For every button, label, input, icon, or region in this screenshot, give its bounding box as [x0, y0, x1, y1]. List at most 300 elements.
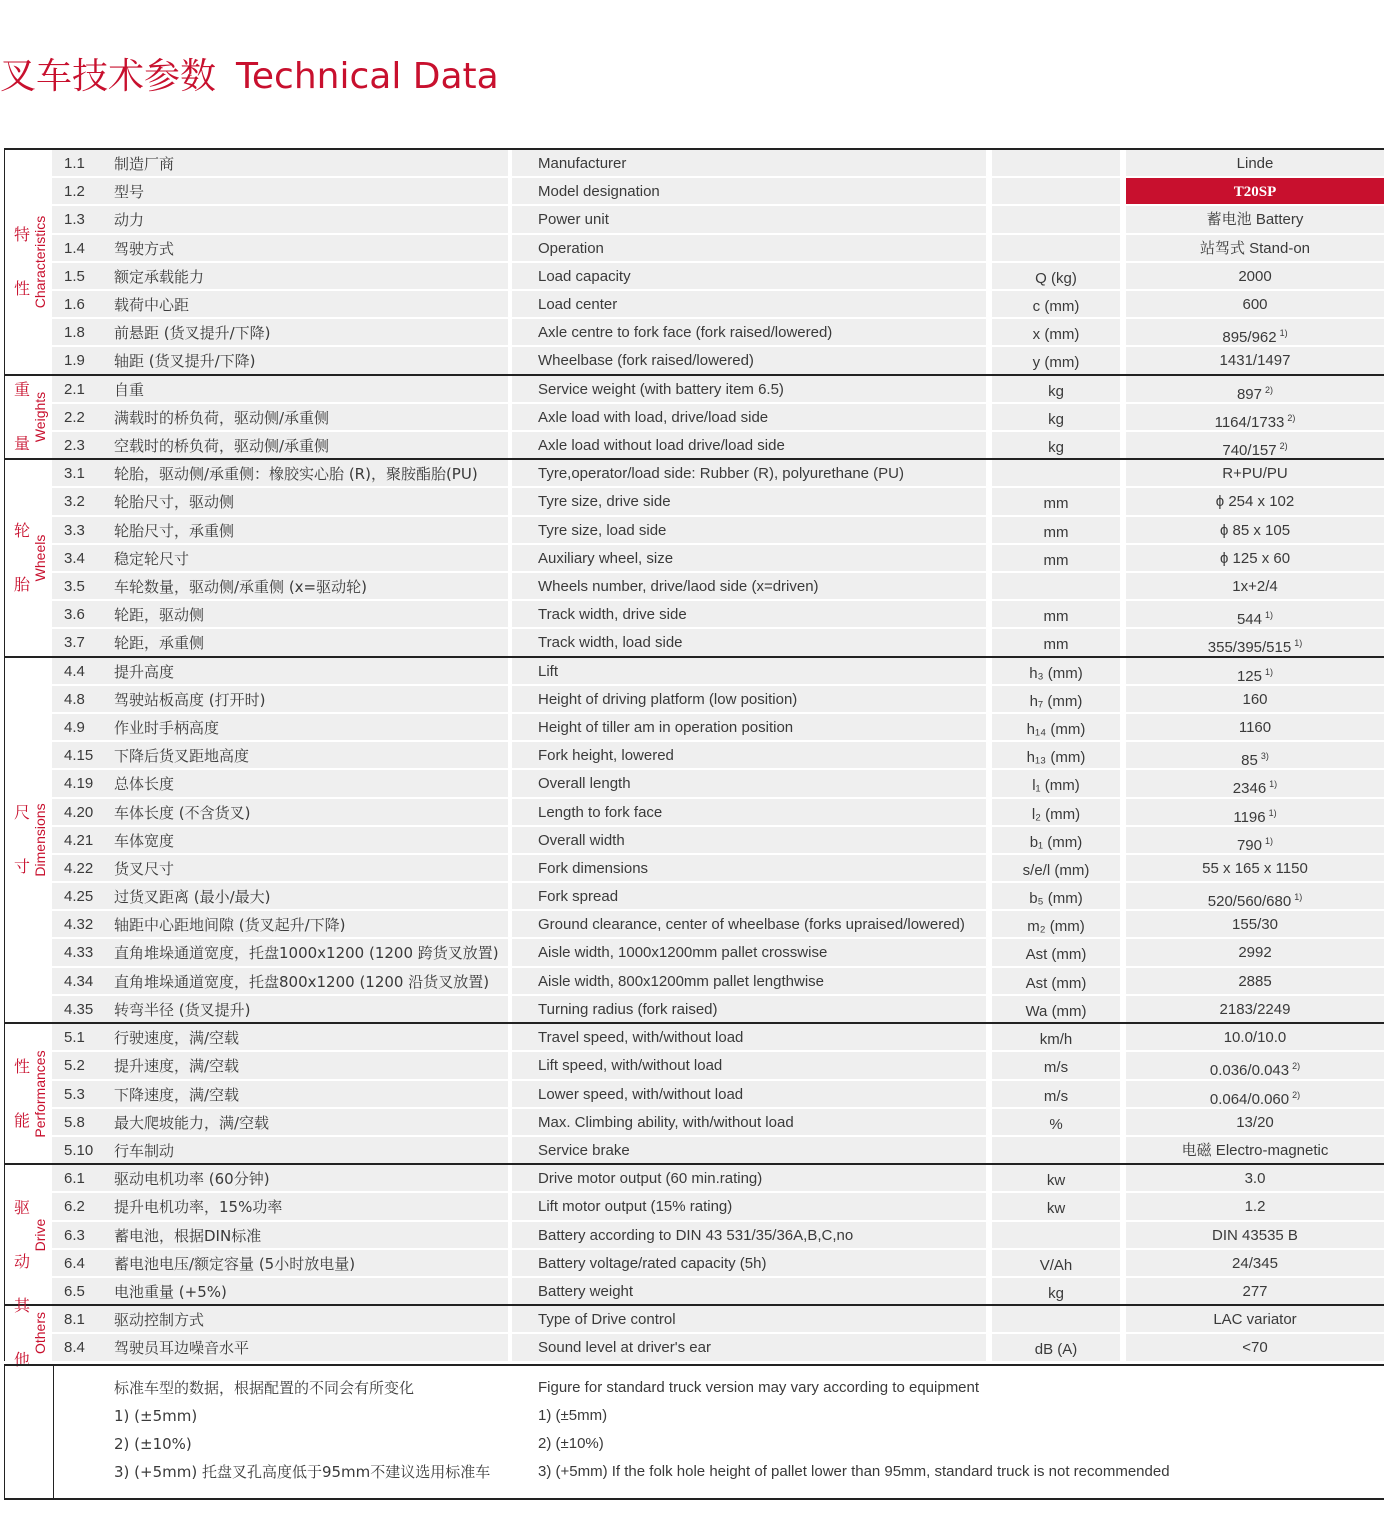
item-value	[1126, 658, 1384, 686]
item-number: 3.3	[64, 521, 85, 539]
item-value	[1126, 1250, 1384, 1278]
item-value	[1126, 714, 1384, 742]
cell-number-cn	[52, 939, 508, 967]
group-label-cn: 特性	[13, 224, 30, 298]
item-name-cn: 型号	[114, 183, 145, 202]
item-value	[1126, 1052, 1384, 1080]
item-name-en: Sound level at driver's ear	[512, 1334, 986, 1362]
item-value-text: 55 x 165 x 1150	[1202, 859, 1308, 877]
cell-number-cn	[52, 404, 508, 432]
item-unit: kg	[992, 404, 1120, 432]
item-unit	[992, 150, 1120, 178]
item-number: 4.33	[64, 944, 94, 962]
item-value-text: 1x+2/4	[1232, 577, 1278, 595]
item-value-text: <70	[1242, 1339, 1268, 1357]
item-number: 4.4	[64, 662, 85, 680]
cell-number-cn	[52, 1137, 508, 1165]
item-value-text: 13/20	[1236, 1113, 1274, 1131]
spec-group	[4, 1022, 1384, 1163]
item-name-cn: 驾驶方式	[114, 239, 175, 258]
item-value-text: 897	[1236, 385, 1262, 403]
item-number: 1.3	[64, 211, 85, 229]
item-unit	[992, 178, 1120, 206]
footnote-ref: 2)	[1279, 440, 1288, 451]
technical-data-table	[4, 148, 1384, 1500]
spec-row	[52, 827, 1384, 855]
spec-row	[52, 686, 1384, 714]
spec-row	[52, 1081, 1384, 1109]
item-value	[1126, 347, 1384, 375]
item-number: 1.8	[64, 324, 85, 342]
item-name-cn: 蓄电池电压/额定容量 (5小时放电量)	[114, 1254, 356, 1273]
item-number: 1.4	[64, 239, 85, 257]
item-value-text: 277	[1242, 1282, 1268, 1300]
title-cn: 叉车技术参数	[0, 56, 217, 97]
item-number: 4.15	[64, 747, 94, 765]
item-unit: kw	[992, 1165, 1120, 1193]
cell-number-cn	[52, 1250, 508, 1278]
note-cn: 3) (+5mm) 托盘叉孔高度低于95mm不建议选用标准车	[114, 1463, 491, 1481]
item-value	[1126, 1334, 1384, 1362]
item-name-cn: 行车制动	[114, 1141, 175, 1160]
cell-number-cn	[52, 714, 508, 742]
item-value	[1126, 263, 1384, 291]
item-number: 3.2	[64, 493, 85, 511]
item-name-en: Height of tiller am in operation position	[512, 714, 986, 742]
item-value-text: 24/345	[1232, 1254, 1278, 1272]
item-name-cn: 车体宽度	[114, 831, 175, 850]
item-unit: c (mm)	[992, 291, 1120, 319]
item-value	[1126, 150, 1384, 178]
item-number: 6.2	[64, 1198, 85, 1216]
item-name-cn: 满载时的桥负荷，驱动侧/承重侧	[114, 408, 330, 427]
item-value	[1126, 1193, 1384, 1221]
item-value	[1126, 319, 1384, 347]
notes-section	[4, 1364, 1384, 1500]
item-value	[1126, 1024, 1384, 1052]
spec-row	[52, 1334, 1384, 1362]
spec-row	[52, 855, 1384, 883]
item-value-text: 790	[1236, 836, 1262, 854]
item-value	[1126, 883, 1384, 911]
item-value	[1126, 629, 1384, 657]
item-value	[1126, 1081, 1384, 1109]
page-title	[0, 52, 499, 102]
item-value	[1126, 686, 1384, 714]
item-number: 4.19	[64, 775, 94, 793]
item-name-en: Lift	[512, 658, 986, 686]
item-name-cn: 轮距，承重侧	[114, 634, 205, 653]
spec-row	[52, 291, 1384, 319]
cell-number-cn	[52, 573, 508, 601]
item-value	[1126, 1137, 1384, 1165]
spec-row	[52, 263, 1384, 291]
item-name-en: Load center	[512, 291, 986, 319]
item-name-cn: 提升电机功率，15%功率	[114, 1198, 283, 1217]
item-unit: kg	[992, 432, 1120, 460]
cell-number-cn	[52, 1334, 508, 1362]
group-rows	[52, 150, 1384, 376]
item-number: 6.5	[64, 1282, 85, 1300]
item-value-text: ϕ 85 x 105	[1219, 521, 1291, 539]
cell-number-cn	[52, 686, 508, 714]
item-value-text: 160	[1242, 690, 1268, 708]
group-rows	[52, 658, 1384, 1024]
item-unit: kw	[992, 1193, 1120, 1221]
item-name-cn: 过货叉距离 (最小/最大)	[114, 888, 271, 907]
cell-number-cn	[52, 432, 508, 460]
item-unit: mm	[992, 629, 1120, 657]
spec-row	[52, 488, 1384, 516]
item-value-text: DIN 43535 B	[1212, 1226, 1298, 1244]
item-number: 1.5	[64, 267, 85, 285]
item-value-text: 600	[1242, 295, 1268, 313]
item-name-en: Drive motor output (60 min.rating)	[512, 1165, 986, 1193]
item-value-text: R+PU/PU	[1222, 465, 1288, 483]
item-number: 6.4	[64, 1254, 85, 1272]
cell-number-cn	[52, 291, 508, 319]
item-name-en: Height of driving platform (low position)	[512, 686, 986, 714]
item-name-en: Overall length	[512, 770, 986, 798]
item-unit: %	[992, 1109, 1120, 1137]
spec-group	[4, 1163, 1384, 1304]
item-value	[1126, 432, 1384, 460]
item-value-text: 544	[1236, 611, 1262, 629]
footnote-ref: 2)	[1292, 1089, 1301, 1100]
item-name-cn: 直角堆垛通道宽度，托盘1000x1200 (1200 跨货叉放置)	[114, 944, 499, 963]
item-name-cn: 前悬距 (货叉提升/下降)	[114, 324, 271, 343]
cell-number-cn	[52, 1306, 508, 1334]
item-name-en: Power unit	[512, 206, 986, 234]
item-name-cn: 空载时的桥负荷，驱动侧/承重侧	[114, 436, 330, 455]
cell-number-cn	[52, 770, 508, 798]
item-value-text: T20SP	[1233, 184, 1277, 201]
item-name-cn: 驾驶员耳边噪音水平	[114, 1339, 250, 1358]
item-name-en: Wheelbase (fork raised/lowered)	[512, 347, 986, 375]
item-unit: h₁₃ (mm)	[992, 742, 1120, 770]
cell-number-cn	[52, 347, 508, 375]
item-name-en: Type of Drive control	[512, 1306, 986, 1334]
group-label-en: Drive	[32, 1218, 48, 1252]
spec-row	[52, 911, 1384, 939]
item-number: 1.9	[64, 352, 85, 370]
cell-number-cn	[52, 601, 508, 629]
item-value	[1126, 573, 1384, 601]
spec-row	[52, 1137, 1384, 1165]
item-unit: y (mm)	[992, 347, 1120, 375]
spec-row	[52, 404, 1384, 432]
item-name-cn: 额定承载能力	[114, 267, 205, 286]
item-unit: h₇ (mm)	[992, 686, 1120, 714]
item-name-en: Service weight (with battery item 6.5)	[512, 376, 986, 404]
item-value	[1126, 460, 1384, 488]
item-name-en: Battery according to DIN 43 531/35/36A,B,C,no	[512, 1222, 986, 1250]
spec-row	[52, 206, 1384, 234]
spec-row	[52, 968, 1384, 996]
spec-row	[52, 629, 1384, 657]
spec-group	[4, 148, 1384, 374]
item-value	[1126, 376, 1384, 404]
item-value-text: 0.064/0.060	[1209, 1090, 1290, 1108]
spec-row	[52, 376, 1384, 404]
item-value-text: 2183/2249	[1219, 1000, 1291, 1018]
item-number: 4.32	[64, 916, 94, 934]
item-name-cn: 作业时手柄高度	[114, 718, 220, 737]
model-designation-highlight	[1126, 178, 1384, 206]
item-unit	[992, 573, 1120, 601]
note-en: 3) (+5mm) If the folk hole height of pallet lower than 95mm, standard truck is not recommended	[538, 1463, 1170, 1480]
item-value-text: ϕ 125 x 60	[1219, 549, 1291, 567]
item-value-text: 0.036/0.043	[1209, 1062, 1290, 1080]
item-name-cn: 车体长度 (不含货叉)	[114, 803, 251, 822]
item-name-en: Overall width	[512, 827, 986, 855]
item-number: 4.20	[64, 803, 94, 821]
item-value-text: LAC variator	[1213, 1311, 1297, 1329]
item-name-en: Max. Climbing ability, with/without load	[512, 1109, 986, 1137]
item-name-en: Tyre size, drive side	[512, 488, 986, 516]
item-unit: dB (A)	[992, 1334, 1120, 1362]
group-label	[4, 150, 54, 374]
spec-row	[52, 573, 1384, 601]
item-value	[1126, 235, 1384, 263]
spec-row	[52, 996, 1384, 1024]
item-name-cn: 直角堆垛通道宽度，托盘800x1200 (1200 沿货叉放置)	[114, 972, 490, 991]
item-name-en: Track width, load side	[512, 629, 986, 657]
item-name-en: Lift speed, with/without load	[512, 1052, 986, 1080]
spec-group	[4, 656, 1384, 1023]
spec-row	[52, 1278, 1384, 1306]
spec-row	[52, 1193, 1384, 1221]
group-rows	[52, 376, 1384, 461]
spec-group	[4, 374, 1384, 459]
item-number: 3.6	[64, 606, 85, 624]
item-name-en: Axle centre to fork face (fork raised/lowered)	[512, 319, 986, 347]
spec-row	[52, 517, 1384, 545]
item-value-text: 740/157	[1222, 441, 1277, 459]
item-unit: m/s	[992, 1081, 1120, 1109]
group-rows	[52, 1165, 1384, 1306]
item-unit: m/s	[992, 1052, 1120, 1080]
item-name-en: Lift motor output (15% rating)	[512, 1193, 986, 1221]
item-name-en: Tyre,operator/load side: Rubber (R), polyurethane (PU)	[512, 460, 986, 488]
item-unit: Ast (mm)	[992, 939, 1120, 967]
item-value	[1126, 206, 1384, 234]
item-unit: kg	[992, 376, 1120, 404]
item-value	[1126, 742, 1384, 770]
item-name-cn: 最大爬坡能力，满/空载	[114, 1113, 270, 1132]
item-value-text: 电磁 Electro-magnetic	[1181, 1141, 1329, 1159]
spec-row	[52, 742, 1384, 770]
item-unit: l₂ (mm)	[992, 799, 1120, 827]
item-name-cn: 蓄电池，根据DIN标准	[114, 1226, 262, 1245]
item-unit: mm	[992, 601, 1120, 629]
item-number: 6.1	[64, 1170, 85, 1188]
item-name-cn: 转弯半径 (货叉提升)	[114, 1000, 251, 1019]
item-number: 8.1	[64, 1311, 85, 1329]
item-unit: mm	[992, 545, 1120, 573]
item-number: 1.2	[64, 183, 85, 201]
item-unit	[992, 235, 1120, 263]
item-name-cn: 自重	[114, 380, 145, 399]
item-value	[1126, 404, 1384, 432]
group-label-en: Others	[32, 1312, 48, 1355]
item-value	[1126, 855, 1384, 883]
item-value-text: 895/962	[1222, 329, 1277, 347]
note-en: 1) (±5mm)	[538, 1407, 608, 1424]
cell-number-cn	[52, 150, 508, 178]
cell-number-cn	[52, 517, 508, 545]
item-number: 5.2	[64, 1057, 85, 1075]
footnote-ref: 1)	[1269, 779, 1278, 790]
cell-number-cn	[52, 263, 508, 291]
item-unit	[992, 1137, 1120, 1165]
item-number: 3.5	[64, 577, 85, 595]
item-value-text: 520/560/680	[1207, 893, 1292, 911]
spec-row	[52, 460, 1384, 488]
item-number: 6.3	[64, 1226, 85, 1244]
item-value	[1126, 601, 1384, 629]
item-name-en: Tyre size, load side	[512, 517, 986, 545]
item-name-cn: 动力	[114, 211, 145, 230]
title-en: Technical Data	[236, 56, 499, 97]
item-name-cn: 驱动电机功率 (60分钟)	[114, 1170, 270, 1189]
spec-row	[52, 883, 1384, 911]
group-label	[4, 376, 54, 459]
item-unit	[992, 460, 1120, 488]
note-cn: 标准车型的数据，根据配置的不同会有所变化	[114, 1379, 415, 1397]
item-unit: km/h	[992, 1024, 1120, 1052]
cell-number-cn	[52, 488, 508, 516]
item-name-cn: 稳定轮尺寸	[114, 549, 190, 568]
item-number: 2.1	[64, 380, 85, 398]
item-unit	[992, 1306, 1120, 1334]
item-name-en: Track width, drive side	[512, 601, 986, 629]
spec-row	[52, 1109, 1384, 1137]
footnote-ref: 1)	[1268, 807, 1277, 818]
item-value-text: 2000	[1238, 267, 1272, 285]
group-label-cn: 其他	[13, 1296, 30, 1370]
cell-number-cn	[52, 1081, 508, 1109]
group-rows	[52, 460, 1384, 657]
spec-row	[52, 347, 1384, 375]
spec-row	[52, 1306, 1384, 1334]
note-cn: 1) (±5mm)	[114, 1407, 198, 1425]
item-value-text: 3.0	[1244, 1170, 1266, 1188]
item-name-en: Fork dimensions	[512, 855, 986, 883]
item-value	[1126, 827, 1384, 855]
item-number: 4.35	[64, 1000, 94, 1018]
spec-row	[52, 1165, 1384, 1193]
cell-number-cn	[52, 996, 508, 1024]
item-number: 1.1	[64, 155, 85, 172]
note-cn: 2) (±10%)	[114, 1435, 192, 1453]
item-name-en: Ground clearance, center of wheelbase (forks upraised/lowered)	[512, 911, 986, 939]
spec-row	[52, 1052, 1384, 1080]
item-unit: V/Ah	[992, 1250, 1120, 1278]
item-value	[1126, 1165, 1384, 1193]
spec-row	[52, 770, 1384, 798]
item-name-cn: 货叉尺寸	[114, 859, 175, 878]
note-en: Figure for standard truck version may vary according to equipment	[538, 1379, 980, 1396]
item-name-cn: 下降后货叉距地高度	[114, 747, 250, 766]
group-label-cn: 重量	[13, 379, 30, 453]
footnote-ref: 1)	[1294, 638, 1303, 649]
group-label-en: Dimensions	[32, 803, 48, 877]
item-number: 4.8	[64, 690, 85, 708]
item-value	[1126, 911, 1384, 939]
item-value	[1126, 1306, 1384, 1334]
item-unit: x (mm)	[992, 319, 1120, 347]
spec-row	[52, 1222, 1384, 1250]
footnote-ref: 2)	[1287, 412, 1296, 423]
cell-number-cn	[52, 1024, 508, 1052]
item-number: 3.4	[64, 549, 85, 567]
spec-row	[52, 601, 1384, 629]
item-number: 5.3	[64, 1085, 85, 1103]
item-value-text: 蓄电池 Battery	[1206, 211, 1304, 229]
item-name-cn: 下降速度，满/空载	[114, 1085, 240, 1104]
footnote-ref: 1)	[1294, 892, 1303, 903]
cell-number-cn	[52, 799, 508, 827]
spec-row	[52, 799, 1384, 827]
cell-number-cn	[52, 178, 508, 206]
item-name-en: Operation	[512, 235, 986, 263]
cell-number-cn	[52, 319, 508, 347]
item-name-en: Length to fork face	[512, 799, 986, 827]
spec-row	[52, 1024, 1384, 1052]
group-rows	[52, 1306, 1384, 1362]
item-name-en: Travel speed, with/without load	[512, 1024, 986, 1052]
item-number: 3.7	[64, 634, 85, 652]
item-name-cn: 提升高度	[114, 662, 175, 681]
footnote-ref: 1)	[1265, 835, 1274, 846]
item-name-en: Fork height, lowered	[512, 742, 986, 770]
item-value	[1126, 1278, 1384, 1306]
cell-number-cn	[52, 460, 508, 488]
group-label-en: Wheels	[32, 534, 48, 582]
item-value	[1126, 968, 1384, 996]
item-value	[1126, 545, 1384, 573]
item-name-en: Turning radius (fork raised)	[512, 996, 986, 1024]
cell-number-cn	[52, 742, 508, 770]
item-name-cn: 轮胎尺寸，承重侧	[114, 521, 235, 540]
cell-number-cn	[52, 1052, 508, 1080]
item-name-en: Service brake	[512, 1137, 986, 1165]
group-label-en: Performances	[32, 1050, 48, 1138]
item-value-text: 10.0/10.0	[1223, 1029, 1287, 1047]
item-name-en: Fork spread	[512, 883, 986, 911]
spec-row	[52, 939, 1384, 967]
item-number: 5.10	[64, 1141, 94, 1159]
cell-number-cn	[52, 883, 508, 911]
item-name-cn: 总体长度	[114, 775, 175, 794]
item-value-text: 站驾式 Stand-on	[1199, 239, 1311, 257]
note-en: 2) (±10%)	[538, 1435, 604, 1452]
group-label	[4, 460, 54, 655]
item-name-en: Axle load with load, drive/load side	[512, 404, 986, 432]
item-value-text: 1196	[1233, 808, 1266, 826]
item-unit: Wa (mm)	[992, 996, 1120, 1024]
item-name-cn: 轮胎，驱动侧/承重侧：橡胶实心胎 (R)，聚胺酯胎(PU)	[114, 465, 478, 484]
item-number: 5.1	[64, 1029, 85, 1047]
group-label	[4, 1296, 54, 1370]
item-number: 1.6	[64, 295, 85, 313]
item-name-en: Aisle width, 800x1200mm pallet lengthwise	[512, 968, 986, 996]
footnote-ref: 1)	[1265, 666, 1274, 677]
item-name-cn: 车轮数量，驱动侧/承重侧 (x=驱动轮)	[114, 577, 367, 596]
item-value-text: 125	[1236, 667, 1262, 685]
cell-number-cn	[52, 1165, 508, 1193]
